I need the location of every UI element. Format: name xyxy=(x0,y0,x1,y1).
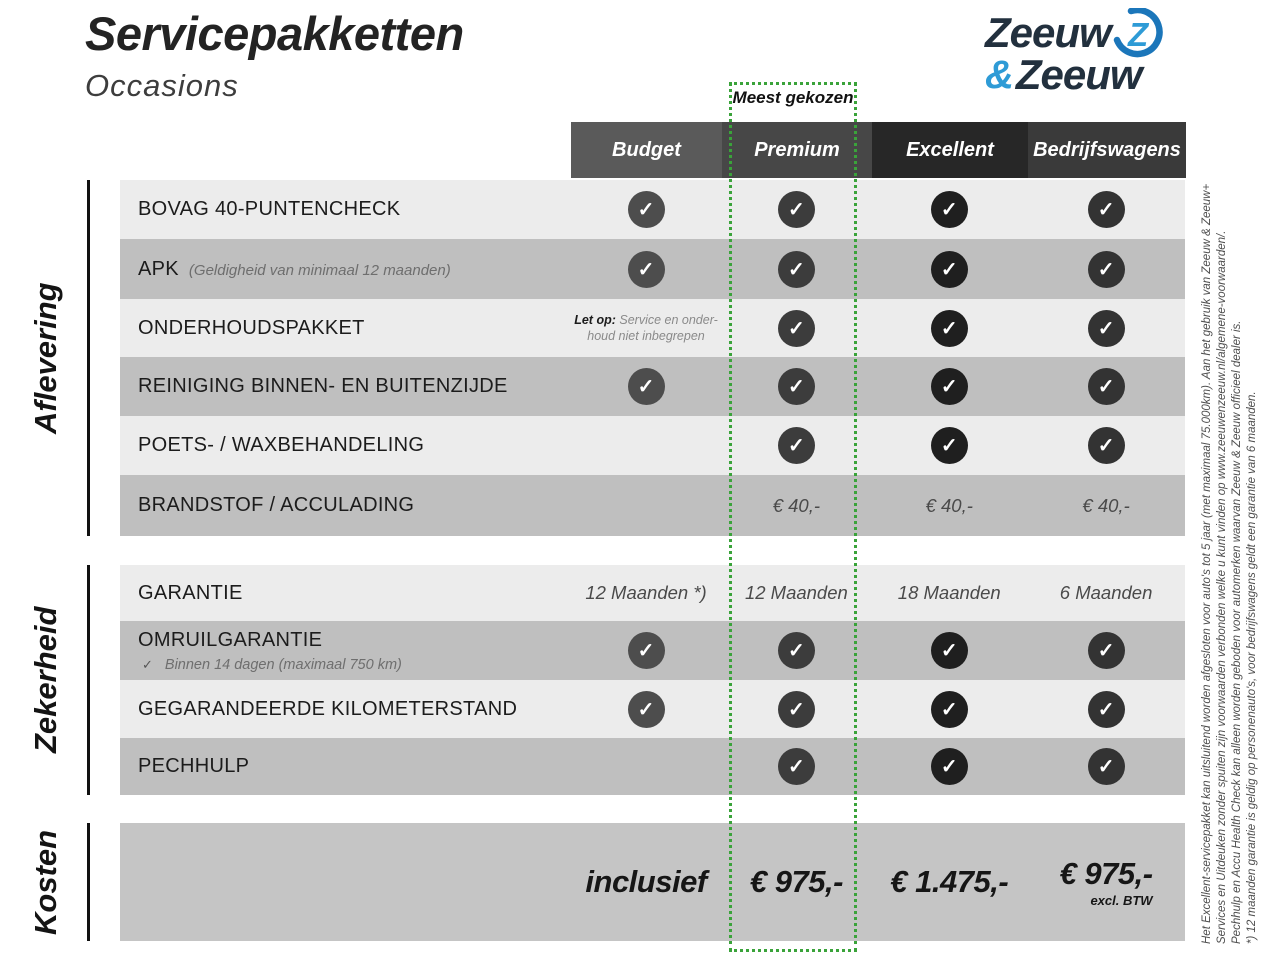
table-cell xyxy=(1027,823,1185,941)
table-cell xyxy=(571,299,722,357)
check-icon: ✓ xyxy=(1088,191,1125,228)
cell-note-line: Service en onder- xyxy=(619,312,718,327)
row-label xyxy=(120,823,571,941)
table-cell xyxy=(721,180,871,239)
table-cell xyxy=(571,823,722,941)
row-label-line xyxy=(138,317,571,340)
table-cell xyxy=(871,180,1027,239)
table-cell xyxy=(721,299,871,357)
cell-note-emphasis: Let op: xyxy=(574,312,616,327)
check-icon: ✓ xyxy=(628,632,665,669)
table-row xyxy=(120,475,1185,536)
row-label-line xyxy=(138,698,571,721)
logo-ampersand: & xyxy=(985,53,1014,97)
row-label xyxy=(120,621,571,680)
table-row xyxy=(120,239,1185,299)
cell-value: € 40,- xyxy=(925,494,973,516)
check-icon: ✓ xyxy=(1088,310,1125,347)
brand-logo xyxy=(985,8,1185,96)
check-icon: ✓ xyxy=(778,748,815,785)
table-cell xyxy=(871,239,1027,299)
section-label-zekerheid: Zekerheid xyxy=(28,606,63,754)
table-cell xyxy=(1027,621,1185,680)
table-cell xyxy=(871,416,1027,475)
row-label-text: GARANTIE xyxy=(138,581,243,604)
row-label xyxy=(120,738,571,795)
table-cell xyxy=(871,299,1027,357)
row-label-line xyxy=(138,755,571,778)
row-label-line xyxy=(138,494,571,517)
footnote-line: *) 12 maanden garantie is geldig op personenauto's, voor bedrijfswagens geldt een garantie van 6 maanden. xyxy=(1246,391,1258,944)
table-row xyxy=(120,823,1185,941)
table-cell xyxy=(871,475,1027,536)
row-label-text: POETS- / WAXBEHANDELING xyxy=(138,434,425,456)
price-value: € 975,- xyxy=(1059,856,1153,891)
row-sublabel-inline: (Geldigheid van minimaal 12 maanden) xyxy=(188,261,451,279)
column-header-band xyxy=(571,122,1186,178)
check-icon: ✓ xyxy=(778,632,815,669)
table-cell xyxy=(571,416,722,475)
table-row xyxy=(120,738,1185,795)
row-label-text: ONDERHOUDSPAKKET xyxy=(138,316,365,339)
row-sublabel-text: Binnen 14 dagen (maximaal 750 km) xyxy=(164,656,402,673)
row-label xyxy=(120,180,571,239)
table-cell xyxy=(721,823,871,941)
section-divider-kosten xyxy=(87,823,90,941)
table-cell xyxy=(721,680,871,738)
column-header-budget: Budget xyxy=(571,122,722,178)
check-icon: ✓ xyxy=(778,191,815,228)
table-cell xyxy=(571,357,722,416)
table-cell xyxy=(1027,565,1185,621)
row-label xyxy=(120,680,571,738)
table-cell xyxy=(571,239,722,299)
section-divider-zekerheid xyxy=(87,565,90,795)
row-label xyxy=(120,565,571,621)
table-cell xyxy=(871,621,1027,680)
table-row xyxy=(120,357,1185,416)
price-block xyxy=(750,864,843,900)
check-icon: ✓ xyxy=(1088,632,1125,669)
check-icon: ✓ xyxy=(628,691,665,728)
table-cell xyxy=(571,565,722,621)
row-label-text: BRANDSTOF / ACCULADING xyxy=(138,494,415,516)
check-icon: ✓ xyxy=(1088,368,1125,405)
section-label-aflevering: Aflevering xyxy=(28,282,63,434)
check-icon: ✓ xyxy=(778,427,815,464)
most-chosen-badge: Meest gekozen xyxy=(732,88,854,107)
check-icon: ✓ xyxy=(628,368,665,405)
table-cell xyxy=(1027,299,1185,357)
row-label-text: REINIGING BINNEN- EN BUITENZIJDE xyxy=(138,375,508,397)
logo-word-2: Zeeuw xyxy=(1015,51,1142,98)
row-label-text: GEGARANDEERDE KILOMETERSTAND xyxy=(138,697,518,720)
row-label-line xyxy=(138,198,571,221)
cell-value: 18 Maanden xyxy=(897,582,1001,603)
row-label-line xyxy=(138,375,571,398)
row-label xyxy=(120,299,571,357)
check-icon: ✓ xyxy=(931,368,968,405)
cell-value: 12 Maanden xyxy=(744,582,848,603)
table-row xyxy=(120,621,1185,680)
check-icon: ✓ xyxy=(778,251,815,288)
check-icon: ✓ xyxy=(931,310,968,347)
table-cell xyxy=(871,357,1027,416)
column-header-bedrijfswagens: Bedrijfswagens xyxy=(1028,122,1186,178)
page-title: Servicepakketten xyxy=(85,7,464,60)
table-row xyxy=(120,299,1185,357)
table-cell xyxy=(871,823,1027,941)
row-label xyxy=(120,239,571,299)
footnote-line: Services en Uitdeuken zonder spuiten zijn voorwaarden verbonden welke u kunt vinden op www.zeeuwenzeeuw.nl/algemene-voorwaarden/. xyxy=(1216,230,1228,944)
price-subnote: excl. BTW xyxy=(1090,893,1153,908)
check-icon: ✓ xyxy=(778,368,815,405)
table-row xyxy=(120,680,1185,738)
check-icon: ✓ xyxy=(778,310,815,347)
price-block xyxy=(585,864,706,900)
row-label-line xyxy=(138,582,571,605)
price-value: inclusief xyxy=(585,864,707,899)
table-cell xyxy=(1027,475,1185,536)
table-cell xyxy=(1027,357,1185,416)
footnote-line: Pechhulp en Accu Health Check kan alleen worden geboden voor automerken waarvan Zeeuw & Zeeuw officieel dealer is. xyxy=(1231,320,1243,944)
check-icon: ✓ xyxy=(1088,427,1125,464)
table-cell xyxy=(721,239,871,299)
table-cell xyxy=(721,416,871,475)
check-icon: ✓ xyxy=(931,251,968,288)
price-value: € 975,- xyxy=(749,864,843,899)
svg-text:Z: Z xyxy=(1127,16,1148,53)
table-cell xyxy=(571,738,722,795)
column-header-excellent: Excellent xyxy=(872,122,1028,178)
cell-note xyxy=(574,312,718,345)
section-label-kosten: Kosten xyxy=(28,829,63,935)
row-label-text: APK xyxy=(138,257,179,280)
row-label xyxy=(120,416,571,475)
table-cell xyxy=(1027,680,1185,738)
row-label-text: OMRUILGARANTIE xyxy=(138,628,323,651)
column-header-premium: Premium xyxy=(722,122,872,178)
check-icon: ✓ xyxy=(931,748,968,785)
section-divider-aflevering xyxy=(87,180,90,536)
check-icon: ✓ xyxy=(778,691,815,728)
table-cell xyxy=(1027,239,1185,299)
table-cell xyxy=(721,357,871,416)
table-cell xyxy=(1027,738,1185,795)
footnote-line: Het Excellent-servicepakket kan uitsluitend worden afgesloten voor auto's tot 5 jaar (met maximaal 75.000km). Aan het gebruik van Zeeuw & Zeeuw+ xyxy=(1201,183,1213,944)
price-value: € 1.475,- xyxy=(890,864,1009,899)
check-icon: ✓ xyxy=(931,632,968,669)
check-icon: ✓ xyxy=(628,191,665,228)
check-icon: ✓ xyxy=(1088,691,1125,728)
logo-word-1: Zeeuw xyxy=(985,9,1111,56)
table-cell xyxy=(571,621,722,680)
check-icon: ✓ xyxy=(1088,251,1125,288)
row-label xyxy=(120,475,571,536)
row-label-text: BOVAG 40-PUNTENCHECK xyxy=(138,198,401,220)
table-cell xyxy=(571,680,722,738)
table-cell xyxy=(871,680,1027,738)
check-icon: ✓ xyxy=(931,191,968,228)
cell-note-line: houd niet inbegrepen xyxy=(587,329,705,343)
table-row xyxy=(120,416,1185,475)
small-check-icon: ✓ xyxy=(142,656,153,672)
cell-value: 6 Maanden xyxy=(1059,582,1153,603)
check-icon: ✓ xyxy=(628,251,665,288)
table-cell xyxy=(571,180,722,239)
table-cell xyxy=(1027,416,1185,475)
price-block xyxy=(1060,856,1153,908)
check-icon: ✓ xyxy=(1088,748,1125,785)
table-cell xyxy=(871,738,1027,795)
price-block xyxy=(890,864,1008,900)
row-label-line xyxy=(138,629,571,652)
table-cell xyxy=(721,565,871,621)
row-label-text: PECHHULP xyxy=(138,755,250,777)
legal-footnote xyxy=(1200,106,1260,944)
check-icon: ✓ xyxy=(931,691,968,728)
row-label-line xyxy=(138,258,571,281)
cell-value: € 40,- xyxy=(1082,494,1130,516)
table-cell xyxy=(721,475,871,536)
table-cell xyxy=(721,738,871,795)
table-cell xyxy=(1027,180,1185,239)
row-sublabel xyxy=(138,657,571,673)
cell-value: € 40,- xyxy=(772,494,821,516)
row-label xyxy=(120,357,571,416)
cell-value: 12 Maanden *) xyxy=(585,582,707,603)
row-label-line xyxy=(138,434,571,457)
check-icon: ✓ xyxy=(931,427,968,464)
table-row xyxy=(120,565,1185,621)
table-cell xyxy=(571,475,722,536)
table-row xyxy=(120,180,1185,239)
page-subtitle: Occasions xyxy=(85,68,239,103)
table-cell xyxy=(871,565,1027,621)
table-cell xyxy=(721,621,871,680)
